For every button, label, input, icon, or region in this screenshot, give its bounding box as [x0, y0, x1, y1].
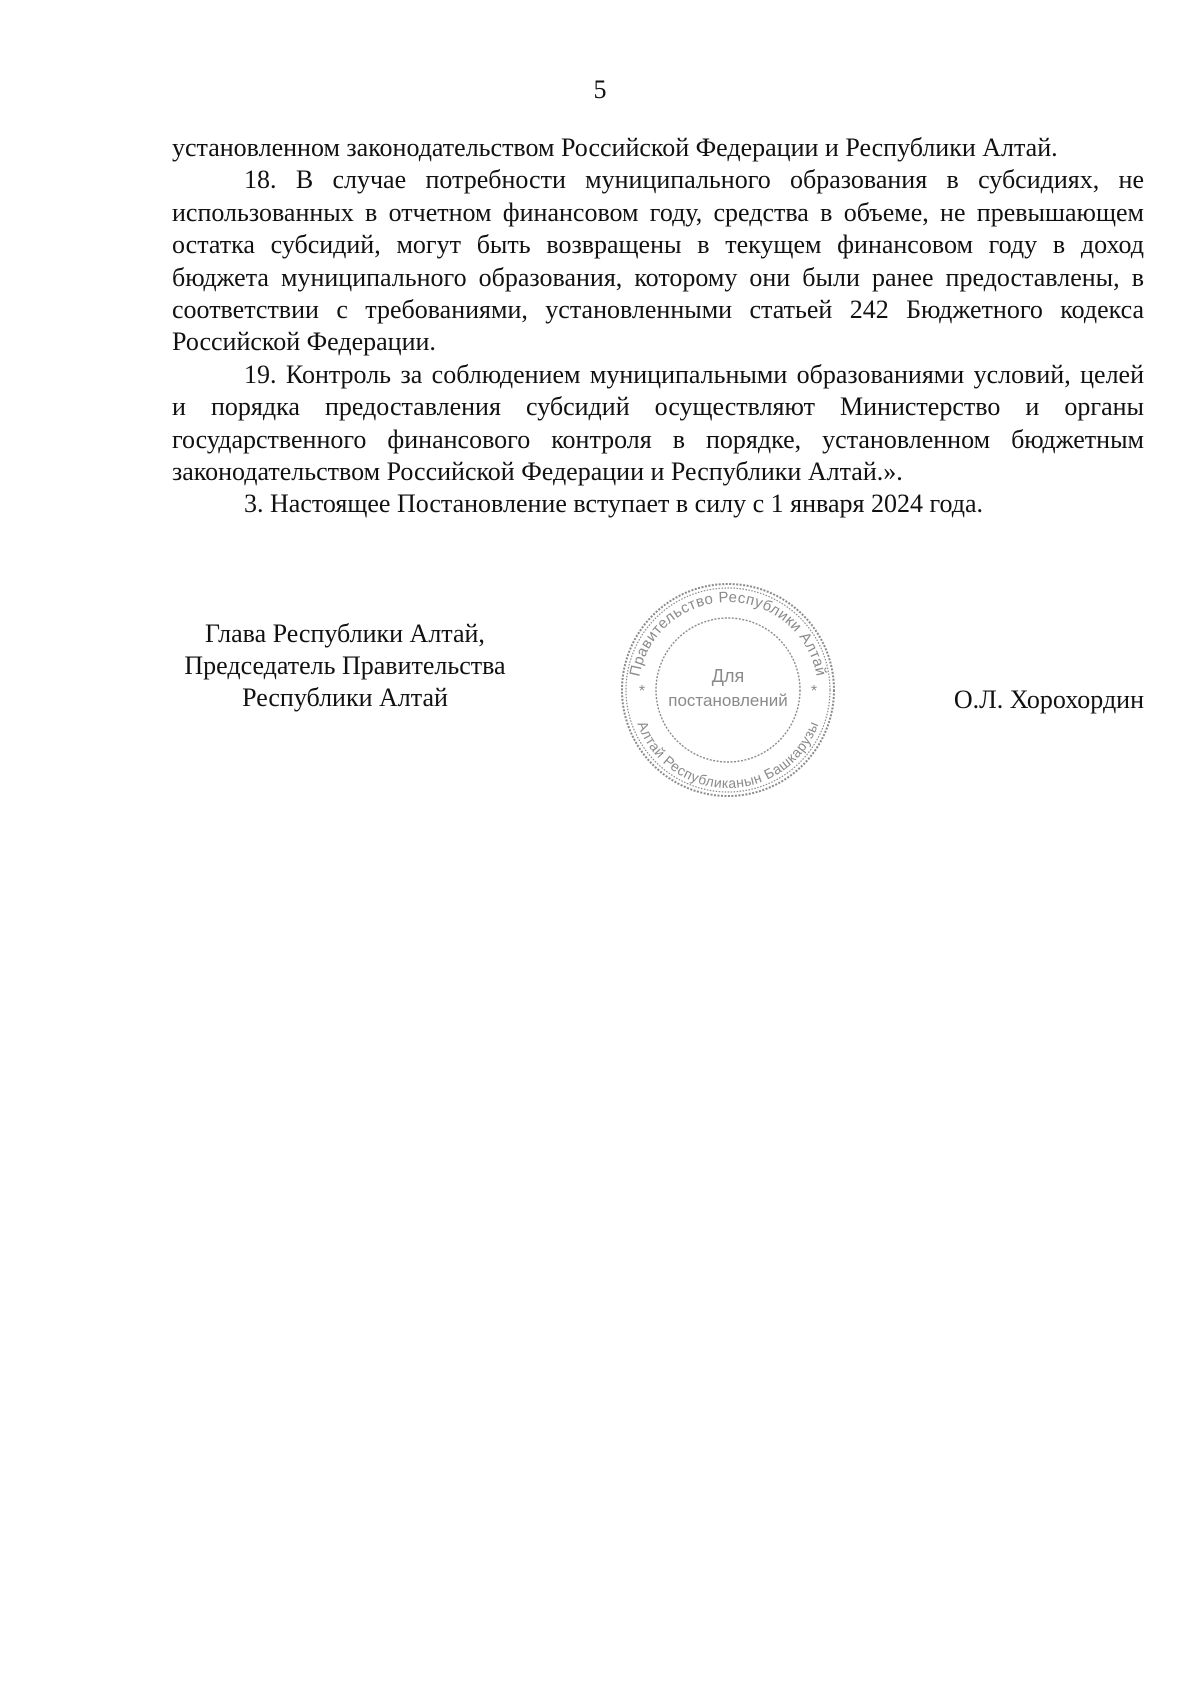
seal-outer-text-top: Правительство Республики Алтай [626, 588, 830, 678]
seal-center-line-2: постановлений [668, 691, 788, 710]
paragraph-continuation: установленном законодательством Российской Федерации и Республики Алтай. [172, 133, 1058, 162]
signatory-title [150, 618, 540, 714]
signatory-title-line-2: Председатель Правительства [184, 651, 506, 680]
seal-outer-text-bottom: Алтай Республиканын Башкарузы [634, 718, 822, 792]
paragraph-3: 3. Настоящее Постановление вступает в силу с 1 января 2024 года. [244, 489, 983, 519]
signatory-title-line-3: Республики Алтай [242, 683, 448, 712]
paragraph-19: 19. Контроль за соблюдением муниципальными образованиями условий, целей и порядка предоставления субсидий осуществляют Министерство и органы государственного финансового контроля в порядке, установленном бюджетным законодательством Российской Федерации и Республики Алтай.». [172, 359, 1144, 487]
official-seal [612, 578, 844, 800]
svg-text:*: * [638, 683, 646, 700]
signatory-title-line-1: Глава Республики Алтай, [205, 619, 485, 648]
paragraph-18: 18. В случае потребности муниципального образования в субсидиях, не использованных в отчетном финансовом году, средства в объеме, не превышающем остатка субсидий, могут быть возвращены в текущем финансовом году в доход бюджета муниципального образования, которому они были ранее предоставлены, в соответствии с требованиями, установленными статьей 242 Бюджетного кодекса Российской Федерации. [172, 165, 1144, 357]
svg-text:*: * [810, 683, 818, 700]
page-number: 5 [593, 75, 607, 104]
seal-center-line-1: Для [711, 666, 745, 686]
signatory-name: О.Л. Хорохордин [953, 685, 1144, 714]
document-body [172, 132, 1144, 521]
